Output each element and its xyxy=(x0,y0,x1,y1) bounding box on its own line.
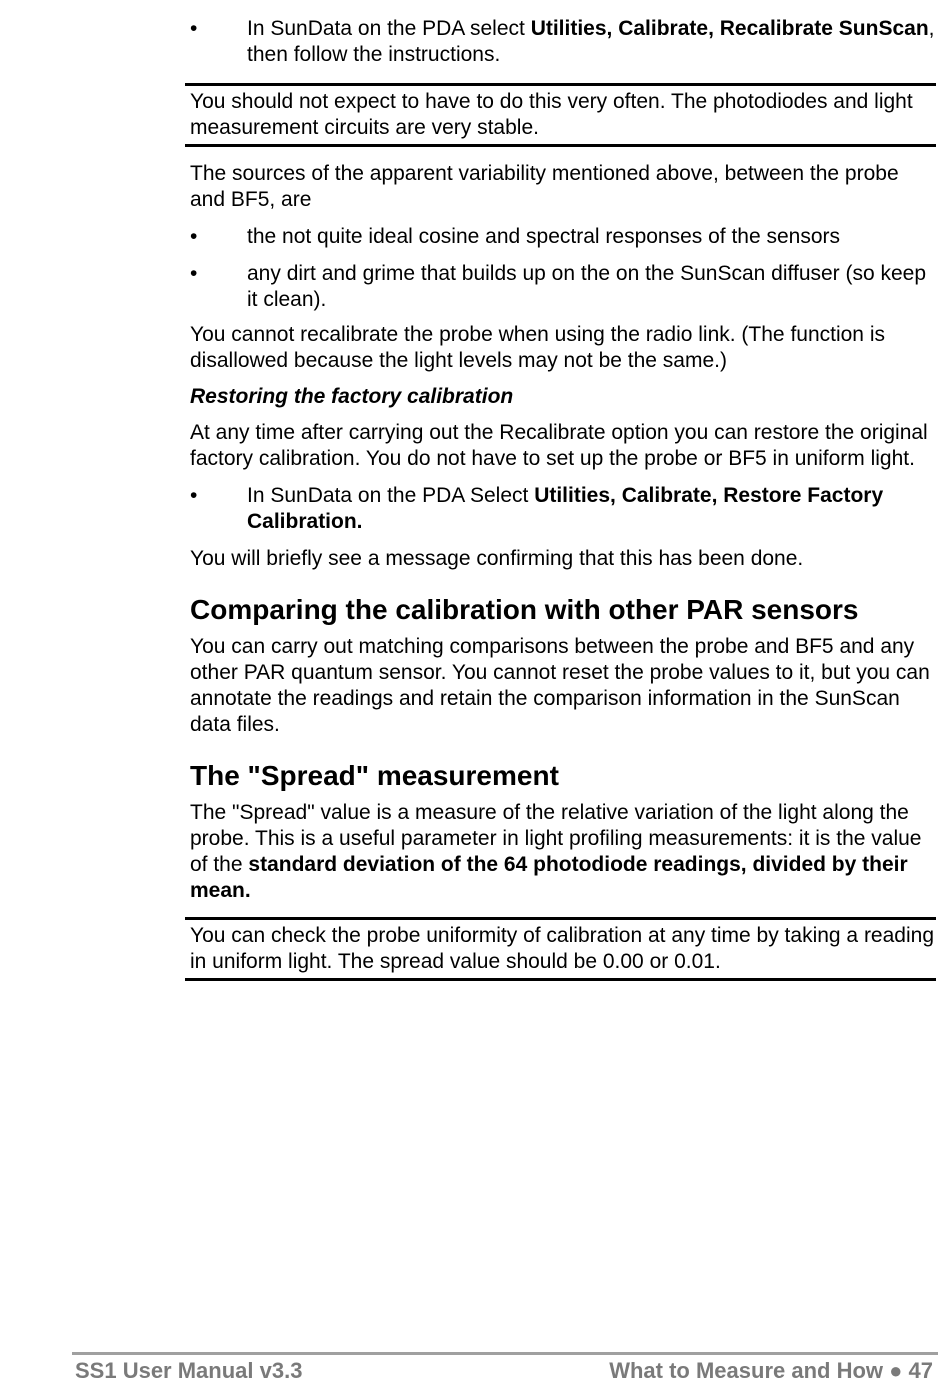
paragraph-radio: You cannot recalibrate the probe when using the radio link. (The function is disallowed because the light levels may not be the same.) xyxy=(190,323,885,372)
note-stability xyxy=(185,83,936,147)
bullet-text: any dirt and grime that builds up on the on the SunScan diffuser (so keep it clean). xyxy=(247,262,927,311)
note-text: You should not expect to have to do this very often. The photodiodes and light measurement circuits are very stable. xyxy=(190,90,913,139)
menu-path: Utilities, Calibrate, Restore Factory Calibration. xyxy=(247,484,884,533)
paragraph-spread xyxy=(190,800,936,904)
bullet-dirt xyxy=(190,261,936,313)
footer-manual-title: SS1 User Manual v3.3 xyxy=(75,1358,303,1383)
footer-divider xyxy=(72,1352,938,1355)
bullet-restore-factory xyxy=(190,483,936,535)
note-text: You can check the probe uniformity of calibration at any time by taking a reading in uniform light. The spread value should be 0.00 or 0.01. xyxy=(190,924,934,973)
paragraph-sources: The sources of the apparent variability mentioned above, between the probe and BF5, are xyxy=(190,162,899,211)
heading-spread: The "Spread" measurement xyxy=(190,760,559,791)
page-footer xyxy=(75,1357,933,1385)
bullet-text: , then follow the instructions. xyxy=(247,17,935,66)
footer-section-page: What to Measure and How ● 47 xyxy=(609,1358,933,1383)
paragraph-comparing: You can carry out matching comparisons between the probe and BF5 and any other PAR quantum sensor. You cannot reset the probe values to it, but you can annotate the readings and retain the comparison information in the SunScan data files. xyxy=(190,635,930,736)
paragraph-restore: At any time after carrying out the Recalibrate option you can restore the original factory calibration. You do not have to set up the probe or BF5 in uniform light. xyxy=(190,421,928,470)
bullet-text: the not quite ideal cosine and spectral responses of the sensors xyxy=(247,225,841,248)
note-uniformity xyxy=(185,917,936,981)
bullet-dot: • xyxy=(190,225,198,248)
bullet-dot: • xyxy=(190,262,198,285)
bullet-text: In SunData on the PDA Select xyxy=(247,484,535,507)
bullet-cosine xyxy=(190,224,936,250)
bullet-recalibrate xyxy=(190,16,936,68)
emphasis-text: standard deviation of the 64 photodiode readings, divided by their mean. xyxy=(190,853,908,902)
paragraph-text: The "Spread" value is a measure of the relative variation of the light along the probe. This is a useful parameter in light profiling measurements: it is the value of the xyxy=(190,801,922,876)
bullet-text: In SunData on the PDA select xyxy=(247,17,531,40)
page-content xyxy=(190,16,936,981)
heading-restoring: Restoring the factory calibration xyxy=(190,385,514,408)
menu-path: Utilities, Calibrate, Recalibrate SunScan xyxy=(530,17,929,40)
paragraph-briefly: You will briefly see a message confirming that this has been done. xyxy=(190,547,804,570)
heading-comparing: Comparing the calibration with other PAR sensors xyxy=(190,594,859,625)
bullet-dot: • xyxy=(190,484,198,507)
bullet-dot: • xyxy=(190,17,198,40)
